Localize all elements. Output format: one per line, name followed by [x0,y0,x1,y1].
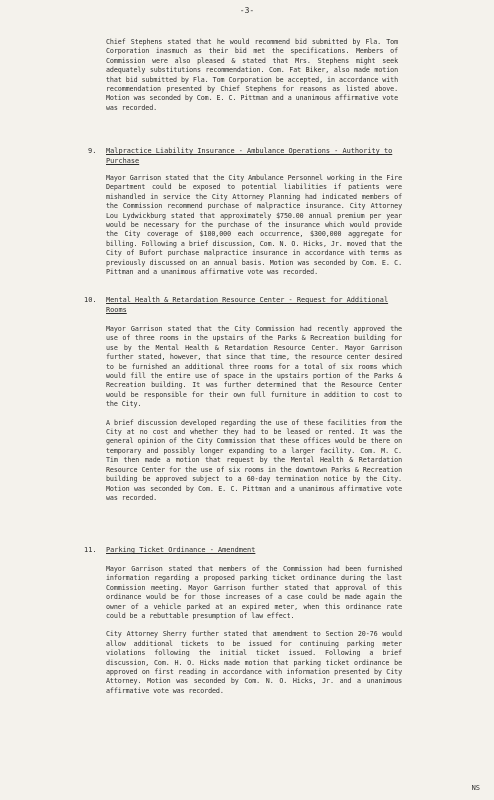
item-body [106,565,402,696]
item-title [106,296,406,315]
footer-mark: NS [471,784,480,792]
item-title-line: Parking Ticket Ordinance - Amendment [106,546,256,554]
paragraph-text: A brief discussion developed regarding the use of these facilities from the City at no cost and whether they had to be leased or rented. It was the general opinion of the City Commission that these offices would be there on temporary and possibly longer expanding to a larger facility. Com. M. C. Tim then made a motion that request by the Mental Health & Retardation Resource Center for the use of six rooms in the downtown Parks & Recreation building be approved subject to a 60-day termination notice by the City. Motion was seconded by Com. E. C. Pittman and a unanimous affirmative vote was recorded. [106,418,402,502]
paragraph-text: Mayor Garrison stated that members of the Commission had been furnished information regarding a proposed parking ticket ordinance during the last Commission meeting. Mayor Garrison further stated that approval of this ordinance would be for those increases of a case could be made again the owner of a vehicle parked at an expired meter, when this ordinance rate could be a rebuttable presumption of law effect. [106,565,402,621]
item-number: 11. [84,546,97,554]
item-title-line: Mental Health & Retardation Resource Center - Request for Additional Rooms [106,296,389,314]
item-number: 10. [84,296,97,304]
paragraph-text: Chief Stephens stated that he would recommend bid submitted by Fla. Tom Corporation inasmuch as their bid met the specifications. Members of Commission were also pleased & stated that Mrs. Stephens might seek adequately substitutions recommendation. Com. Fat Biker, also made motion that bid submitted by Fla. Tom Corporation be accepted, in accordance with recommendation presented by Chief Stephens for reasons as listed above. Motion was seconded by Com. E. C. Pittman and a unanimous affirmative vote was recorded. [106,38,398,112]
page-number: -3- [239,6,255,15]
item-number: 9. [88,147,97,155]
item-title [106,147,406,166]
paragraph-text: City Attorney Sherry further stated that amendment to Section 20-76 would allow additional tickets to be issued for continuing parking meter violations following the initial ticket issued. Following a brief discussion, Com. H. O. Hicks made motion that parking ticket ordinance be approved on first reading in accordance with information presented by City Attorney. Motion was seconded by Com. N. O. Hicks, Jr. and a unanimous affirmative vote was recorded. [106,630,402,695]
item-title [106,546,406,556]
item-title-line: Malpractice Liability Insurance - Ambulance Operations - Authority to Purchase [106,147,393,165]
paragraph-text: Mayor Garrison stated that the City Commission had recently approved the use of three rooms in the upstairs of the Parks & Recreation building for use by the Mental Health & Retardation Resource Center. Mayor Garrison further stated, however, that since that time, the resource center desired to be furnished an additional three rooms for a total of six rooms which would fill the entire use of space in the upstairs portion of the Parks & Recreation building. It was further determined that the Resource Center would be responsible for their own full furniture in addition to cost to the City. [106,325,402,409]
opening-paragraph [106,38,398,113]
item-body [106,174,402,277]
item-body [106,325,402,503]
paragraph-text: Mayor Garrison stated that the City Ambulance Personnel working in the Fire Department could be exposed to potential liabilities if patients were mishandled in service the City Attorney Planning had indicated members of the Commission recommend purchase of malpractice insurance. City Attorney Lou Lydwickburg stated that approximately $750.00 annual premium per year would be necessary for the purchase of the insurance which would provide the City coverage of $100,000 each occurrence, $300,000 aggregate for billing. Following a brief discussion, Com. N. O. Hicks, Jr. moved that the City of Bufort purchase malpractice insurance in accordance with terms as previously discussed on an annual basis. Motion was seconded by Com. E. C. Pittman and a unanimous affirmative vote was recorded. [106,174,402,277]
